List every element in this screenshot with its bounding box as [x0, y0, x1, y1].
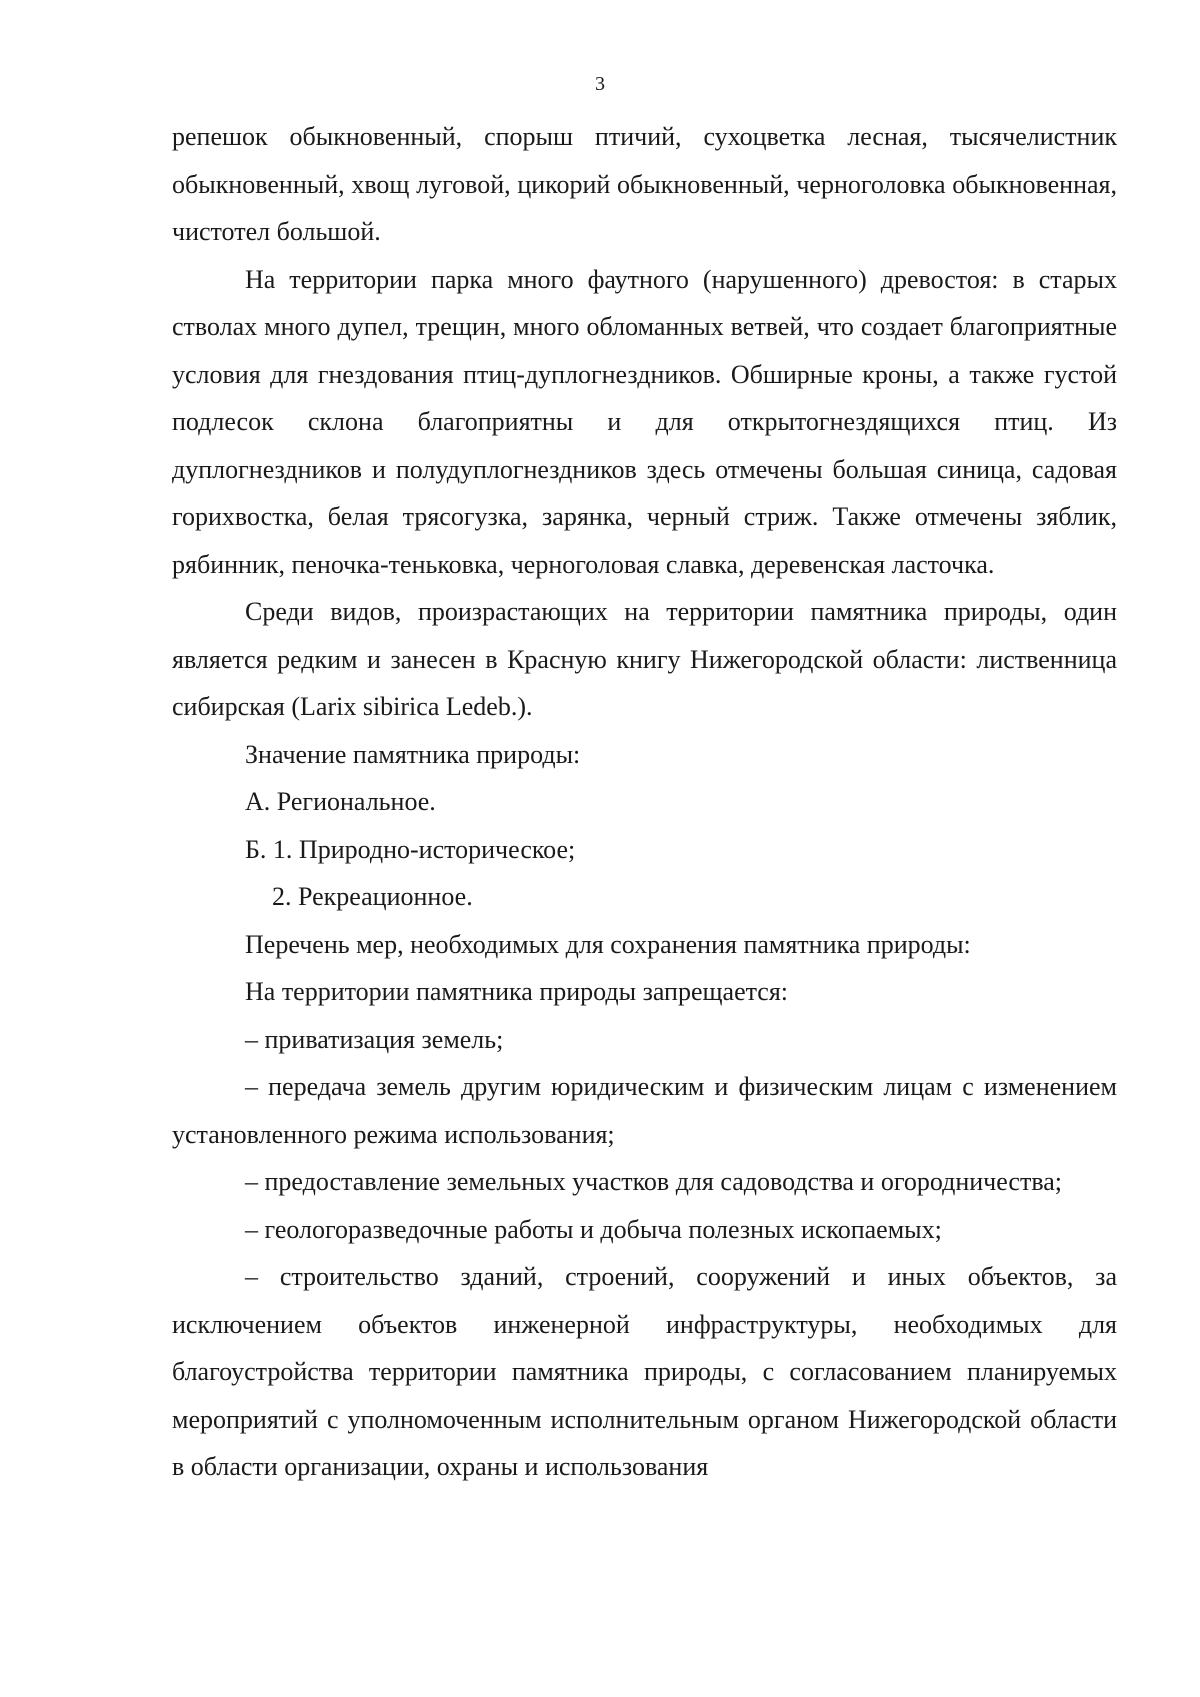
paragraph-significance-a: А. Региональное. — [245, 787, 436, 816]
list-item-geological-exploration: – геологоразведочные работы и добыча полезных ископаемых; — [245, 1214, 942, 1244]
paragraph-measures-heading: Перечень мер, необходимых для сохранения памятника природы: — [245, 929, 971, 959]
paragraph-significance-b1: Б. 1. Природно-историческое; — [245, 834, 576, 864]
paragraph-significance-heading: Значение памятника природы: — [245, 739, 581, 769]
paragraph-significance-b2: 2. Рекреационное. — [272, 882, 473, 911]
list-item-land-transfer: – передача земель другим юридическим и физическим лицам с изменением установленного режима использования; — [172, 1072, 1117, 1149]
page-number: 3 — [595, 73, 605, 95]
paragraph-species-list-continued: репешок обыкновенный, спорыш птичий, сухоцветка лесная, тысячелистник обыкновенный, хвощ луговой, цикорий обыкновенный, черноголовка обыкновенная, чистотел большой. — [172, 122, 1117, 246]
paragraph-red-book-species: Среди видов, произрастающих на территории памятника природы, один является редким и занесен в Красную книгу Нижегородской области: лиственница сибирская (Larix sibirica Ledeb.). — [172, 597, 1117, 721]
list-item-privatization: – приватизация земель; — [245, 1024, 504, 1054]
document-body — [172, 113, 1117, 1491]
paragraph-prohibited-heading: На территории памятника природы запрещается: — [245, 977, 789, 1006]
paragraph-park-trees-birds: На территории парка много фаутного (нарушенного) древостоя: в старых стволах много дупел, трещин, много обломанных ветвей, что создает благоприятные условия для гнездования птиц-дуплогнездников. Обширные кроны, а также густой подлесок склона благоприятны и для открытогнездящихся птиц. Из дуплогнездников и полудуплогнездников здесь отмечены большая синица, садовая горихвостка, белая трясогузка, зарянка, черный стриж. Также отмечены зяблик, рябинник, пеночка-теньковка, черноголовая славка, деревенская ласточка. — [172, 264, 1117, 579]
list-item-gardening-plots: – предоставление земельных участков для садоводства и огородничества; — [245, 1167, 1063, 1196]
list-item-construction: – строительство зданий, строений, сооружений и иных объектов, за исключением объектов инженерной инфраструктуры, необходимых для благоустройства территории памятника природы, с согласованием планируемых мероприятий с уполномоченным исполнительным органом Нижегородской области в области организации, охраны и использования — [172, 1262, 1117, 1481]
